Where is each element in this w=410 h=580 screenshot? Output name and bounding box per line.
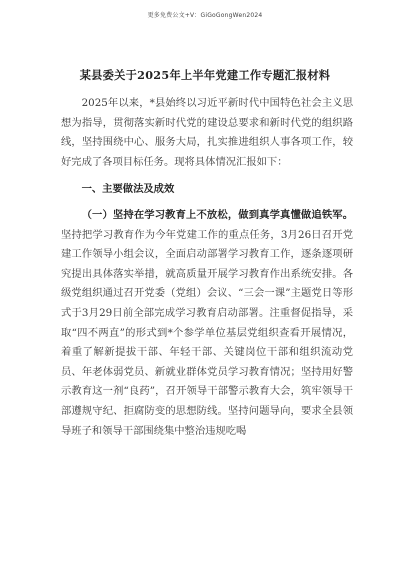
- watermark-text: 更多免费公文+V：GiGoGongWen2024: [147, 12, 263, 19]
- subsection-heading: （一）坚持在学习教育上不放松，做到真学真懂做追铁军。: [81, 208, 353, 221]
- subsection-paragraph: [61, 206, 353, 441]
- section-heading: 一、主要做法及成效: [81, 183, 175, 196]
- intro-paragraph: 2025年以来，*县始终以习近平新时代中国特色社会主义思想为指导，贯彻落实新时代党的建设总要求和新时代党的组织路线，坚持围绕中心、服务大局，扎实推进组织人事各项工作，较好完成了各项目标任务。现将具体情况汇报如下：: [61, 97, 353, 168]
- document-body: [61, 94, 353, 441]
- subsection-body: 坚持把学习教育作为今年党建工作的重点任务，3月26日召开党建工作领导小组会议，全面启动部署学习教育工作，逐条逐项研究提出具体落实举措，就高质量开展学习教育作出系统安排。各级党组织通过召开党委（党组）会议、“三会一课”主题党日等形式于3月29日前全部完成学习教育启动部署。注重督促指导，采取“四不两直”的形式到*个参学单位基层党组织查看开展情况，着重了解新提拔干部、年轻干部、关键岗位干部和组织流动党员、年老体弱党员、新就业群体党员学习教育情况；坚持用好警示教育这一剂“良药”，召开领导干部警示教育大会，筑牢领导干部遵规守纪、拒腐防变的思想防线。坚持问题导向，要求全县领导班子和领导干部围绕集中整治违规吃喝: [61, 228, 353, 437]
- document-title: 某县委关于2025年上半年党建工作专题汇报材料: [79, 68, 331, 82]
